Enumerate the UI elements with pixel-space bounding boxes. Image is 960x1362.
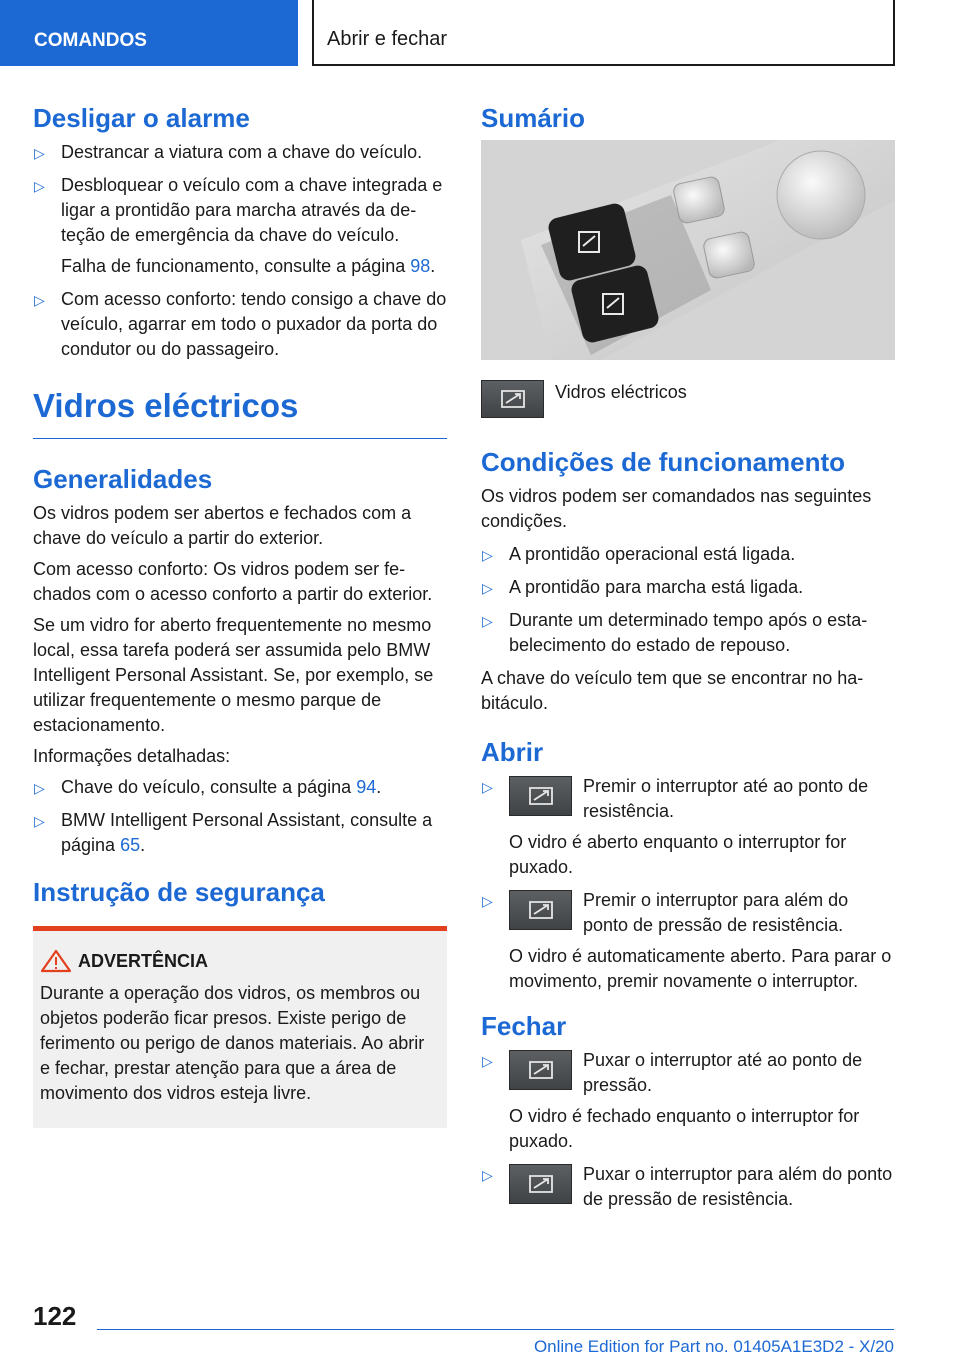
conditions-list xyxy=(481,542,895,658)
page-link-94[interactable]: 94 xyxy=(356,777,377,797)
summary-heading: Sumário xyxy=(481,103,586,133)
warning-header xyxy=(40,949,439,973)
list-item: ▷ Destrancar a viatura com a chave do veículo. xyxy=(33,140,447,165)
list-item: ▷ A prontidão para marcha está ligada. xyxy=(481,575,895,600)
triangle-bullet-icon: ▷ xyxy=(34,292,45,308)
list-item: ▷ A prontidão operacional está ligada. xyxy=(481,542,895,567)
alarm-heading: Desligar o alarme xyxy=(33,103,250,133)
triangle-bullet-icon: ▷ xyxy=(482,1053,493,1069)
close-heading: Fechar xyxy=(481,1011,567,1041)
malfunction-note: Falha de funcionamento, consulte a página 98. xyxy=(61,256,436,276)
list-item: ▷ BMW Intelligent Personal Assistant, consulte a página 65. xyxy=(34,810,433,855)
window-switch-photo xyxy=(481,140,895,360)
general-paragraph: Com acesso conforto: Os vidros podem ser fechados com o acesso conforto a partir do exterior. xyxy=(33,559,433,604)
page-number: 122 xyxy=(33,1301,77,1331)
warning-text: Durante a operação dos vidros, os membros ou objetos poderão ficar presos. Existe perigo de ferimento ou perigo de danos materiais. Ao abrir e fechar, prestar atenção para que a área de movimento dos vidros esteja livre. xyxy=(40,983,425,1103)
section-tab: COMANDOS xyxy=(0,0,298,66)
alarm-list xyxy=(33,140,447,362)
general-paragraph: Se um vidro for aberto frequentemente no mesmo local, essa tarefa poderá ser assumida pelo BMW Intelligent Personal Assistant. Se, por exemplo, se utilizar frequentemente o mesmo parque de estacionamento. xyxy=(33,615,434,735)
triangle-bullet-icon: ▷ xyxy=(482,779,493,795)
triangle-bullet-icon: ▷ xyxy=(482,547,493,563)
switch-panel-illustration xyxy=(481,140,895,360)
details-label: Informações detalhadas: xyxy=(33,746,231,766)
general-heading: Generalidades xyxy=(33,464,213,494)
triangle-bullet-icon: ▷ xyxy=(34,178,45,194)
footer-divider xyxy=(97,1329,894,1330)
list-item: ▷ Chave do veículo, consulte a página 94. xyxy=(33,775,447,800)
window-switch-icon xyxy=(509,890,572,930)
close-list xyxy=(481,1048,895,1212)
legend-label: Vidros eléctricos xyxy=(555,382,687,402)
conditions-after: A chave do veículo tem que se encontrar no habitáculo. xyxy=(481,668,864,713)
photo-legend xyxy=(481,380,895,418)
open-note: O vidro é aberto enquanto o interruptor for puxado. xyxy=(509,832,847,877)
safety-heading: Instrução de segurança xyxy=(33,877,325,907)
page-link-98[interactable]: 98 xyxy=(410,256,431,276)
list-item: ▷ Premir o interruptor para além do ponto de pressão de resistência. O vidro é automaticamente aberto. Para parar o movimento, premir novamente o interruptor. xyxy=(481,888,895,994)
warning-title: ADVERTÊNCIA xyxy=(78,950,209,971)
window-switch-icon xyxy=(509,1050,572,1090)
window-switch-icon xyxy=(509,776,572,816)
conditions-intro: Os vidros podem ser comandados nas seguintes condições. xyxy=(481,486,872,531)
windows-heading: Vidros eléctricos xyxy=(33,384,447,439)
open-heading: Abrir xyxy=(481,737,544,767)
window-switch-icon xyxy=(509,1164,572,1204)
window-switch-icon xyxy=(481,380,544,418)
triangle-bullet-icon: ▷ xyxy=(482,613,493,629)
triangle-bullet-icon: ▷ xyxy=(34,813,45,829)
page-link-65[interactable]: 65 xyxy=(120,835,141,855)
open-auto-note: O vidro é automaticamente aberto. Para parar o movimento, premir novamente o interruptor. xyxy=(509,946,892,991)
right-column xyxy=(481,100,895,1220)
conditions-heading: Condições de funcionamento xyxy=(481,447,846,477)
warning-box xyxy=(33,926,447,1128)
list-item: ▷ Com acesso conforto: tendo consigo a chave do veículo, agarrar em todo o puxador da porta do condutor ou do passageiro. xyxy=(34,289,447,359)
details-list xyxy=(33,775,447,858)
triangle-bullet-icon: ▷ xyxy=(482,580,493,596)
triangle-bullet-icon: ▷ xyxy=(482,1167,493,1183)
page-header xyxy=(0,0,960,66)
triangle-bullet-icon: ▷ xyxy=(482,893,493,909)
edition-text: Online Edition for Part no. 01405A1E3D2 - X/20 xyxy=(533,1337,894,1356)
list-item: ▷ Premir o interruptor até ao ponto de resistência. O vidro é aberto enquanto o interruptor for puxado. xyxy=(481,774,895,880)
warning-triangle-icon xyxy=(40,949,72,973)
list-item: ▷ Puxar o interruptor para além do ponto de pressão de resistência. xyxy=(482,1164,893,1209)
list-item: ▷ Puxar o interruptor até ao ponto de pressão. O vidro é fechado enquanto o interruptor for puxado. xyxy=(481,1048,895,1154)
left-column xyxy=(33,100,447,1128)
triangle-bullet-icon: ▷ xyxy=(34,780,45,796)
close-note: O vidro é fechado enquanto o interruptor for puxado. xyxy=(509,1106,860,1151)
list-item: ▷ Durante um determinado tempo após o estabelecimento do estado de repouso. xyxy=(482,610,868,655)
general-paragraph: Os vidros podem ser abertos e fechados com a chave do veículo a partir do exterior. xyxy=(33,503,412,548)
open-list xyxy=(481,774,895,994)
triangle-bullet-icon: ▷ xyxy=(34,145,45,161)
chapter-title: Abrir e fechar xyxy=(312,0,895,66)
list-item: ▷ Desbloquear o veículo com a chave integrada e ligar a prontidão para marcha através da deteção de emergência da chave do veículo. Falha de funcionamento, consulte a página 98. xyxy=(33,173,447,279)
